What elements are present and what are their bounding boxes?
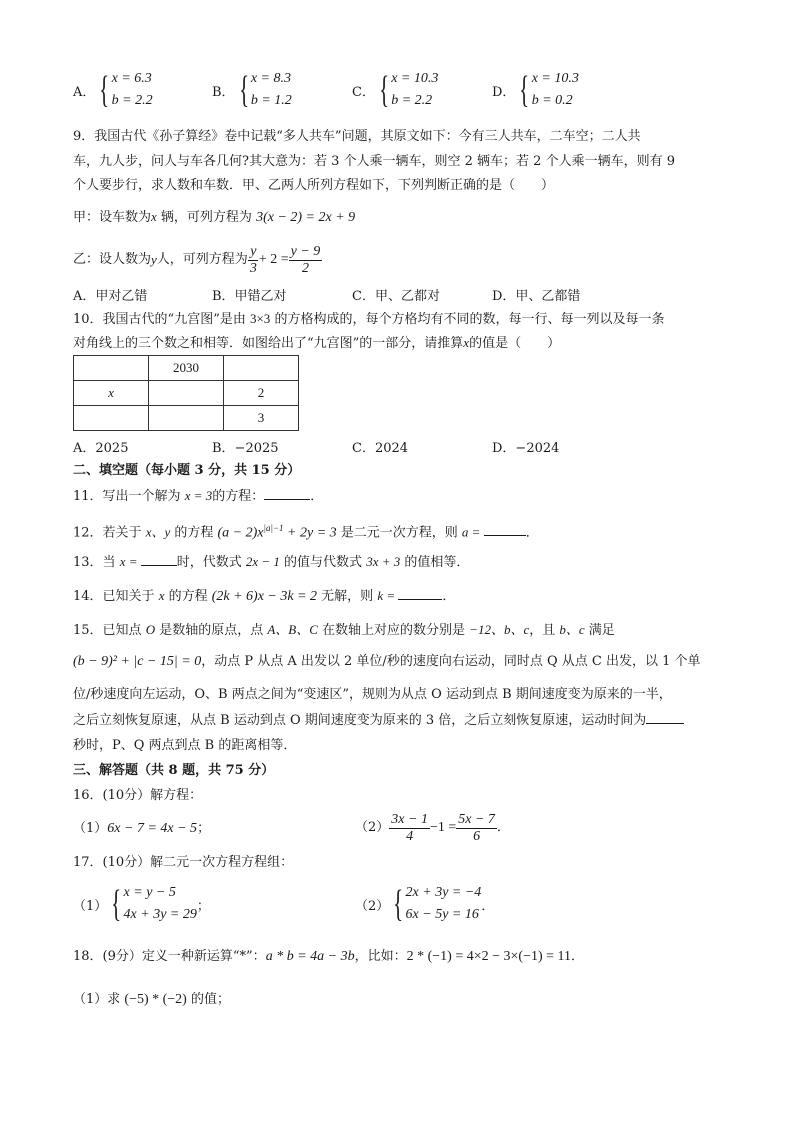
q9-yi-fraction-1 — [248, 244, 259, 277]
q18-example: 2 * (−1) = 4×2 − 3×(−1) = 11 — [406, 949, 572, 964]
grid-cell — [224, 356, 299, 381]
q13-text-a: 13．当 — [73, 555, 120, 570]
fraction-numerator: y − 9 — [290, 243, 321, 259]
q10-line2-b: 的值是（ ） — [469, 336, 561, 351]
q9-option-b: B．甲错乙对 — [212, 289, 287, 304]
q8-option-label: D． — [492, 84, 516, 100]
q15-text-d: ，且 — [529, 623, 560, 638]
q16-part1-equation: 6x − 7 = 4x − 5 — [107, 821, 198, 836]
nine-square-grid — [73, 355, 299, 431]
q12-text-b: 的方程 — [170, 525, 218, 541]
q16-part2 — [355, 808, 510, 848]
q14-answer-blank[interactable] — [398, 599, 442, 600]
q12-text-c: 是二元一次方程，则 — [336, 525, 462, 541]
q9-yi-plus: + 2 = — [258, 252, 289, 267]
q8-option-d: D． { x = 10.3 b = 0.2 — [492, 69, 579, 111]
fraction-denominator: 6 — [473, 828, 481, 844]
q15-line4-text: 之后立刻恢复原速，从点 B 运动到点 O 期间速度变为原来的 3 倍，之后立刻恢复原速，运动时间为 — [73, 713, 647, 728]
q9-jia — [73, 208, 355, 227]
q11-text-b: 的方程： — [212, 489, 265, 504]
q8-option-c: C． { x = 10.3 b = 2.2 — [352, 69, 439, 111]
grid-row — [74, 381, 299, 406]
q13-answer-blank[interactable] — [141, 565, 177, 566]
q14-answer-prefix: k = — [377, 588, 399, 603]
q13-expr-2: 3x + 3 — [366, 554, 401, 569]
q12-answer-blank[interactable] — [484, 535, 526, 536]
q18-definition: a * b = 4a − 3b — [265, 949, 355, 964]
q9-yi-prefix: 乙：设人数为 — [73, 252, 152, 267]
q8-option-a: A． { x = 6.3 b = 2.2 — [73, 69, 153, 111]
q18-part1-label: （1）求 — [73, 992, 125, 1007]
q12-equation-left: (a − 2)x — [217, 525, 264, 541]
q14-text-a: 14．已知关于 — [73, 589, 159, 604]
q16-fraction-1 — [389, 812, 430, 845]
q16-part1 — [73, 820, 210, 838]
q12-text-a: 12．若关于 — [73, 525, 146, 541]
q9-yi — [73, 240, 322, 280]
grid-cell: 2030 — [149, 356, 224, 381]
q17-part1-label: （1） — [73, 898, 108, 914]
q15-line4 — [73, 712, 684, 730]
q11-text-a: 11．写出一个解为 — [73, 489, 185, 504]
q10-option-d: D．−2024 — [492, 441, 560, 456]
q18-part1-expr: (−5) * (−2) — [124, 992, 187, 1007]
q16-part1-label: （1） — [73, 821, 108, 836]
q17-part2-label: （2） — [355, 898, 390, 914]
q10-line1 — [73, 310, 664, 329]
q8-eq-x: x = 10.3 — [391, 71, 439, 86]
q15-text-c: 在数轴上对应的数分别是 — [317, 623, 470, 638]
q15-line1 — [73, 621, 615, 640]
fraction-numerator: y — [250, 243, 257, 259]
q17-title: 17．(10分）解二元一次方程方程组： — [73, 855, 294, 870]
q14-var: x — [158, 588, 165, 603]
q10-option-a: A．2025 — [73, 441, 129, 456]
grid-cell — [74, 406, 149, 431]
q18-text-a: 18．(9分）定义一种新运算“*”： — [73, 949, 266, 964]
q8-eq-x: x = 6.3 — [111, 71, 152, 86]
q17-part1-eq1: x = y − 5 — [123, 885, 176, 900]
q16-part2-label: （2） — [355, 820, 390, 835]
grid-cell: x — [74, 381, 149, 406]
q17-part2-eq1: 2x + 3y = −4 — [405, 885, 482, 900]
q14-end: ． — [442, 589, 456, 604]
q15-text-a: 15．已知点 — [73, 623, 146, 638]
grid-row — [74, 356, 299, 381]
q17-part2-eq2: 6x − 5y = 16 — [405, 907, 479, 922]
q15-values: −12、b、c — [469, 622, 530, 637]
q11-equation: x = 3 — [184, 488, 213, 503]
q9-option-a: A．甲对乙错 — [73, 289, 148, 304]
q10-var: x — [463, 335, 470, 350]
q15-condition: (b − 9)² + |c − 15| = 0 — [73, 654, 202, 669]
q8-eq-x: x = 8.3 — [250, 71, 291, 86]
q16-title: 16．(10分）解方程： — [73, 788, 203, 803]
q16-part2-end: ． — [496, 820, 510, 835]
q13-text-b: 时，代数式 — [176, 555, 246, 570]
fraction-denominator: 2 — [301, 260, 309, 276]
q16-part1-end: ； — [197, 821, 211, 836]
q14-equation: (2k + 6)x − 3k = 2 — [211, 589, 318, 604]
q17-part2: （2） { 2x + 3y = −4 6x − 5y = 16 ． — [355, 883, 495, 925]
q10-line1-a: 10．我国古代的“九宫图”是由 — [73, 312, 250, 327]
q10-line2 — [73, 334, 560, 353]
q13 — [73, 553, 469, 572]
q16-fraction-2 — [456, 812, 497, 845]
q18-part1-end: 的值； — [186, 992, 230, 1007]
q18-part1 — [73, 991, 230, 1009]
q14 — [73, 587, 455, 606]
q15-text-e: 满足 — [584, 623, 615, 638]
fraction-denominator: 4 — [406, 828, 414, 844]
section-fill-in-heading: 二、填空题（每小题 3 分，共 15 分） — [73, 463, 301, 478]
q15-answer-blank[interactable] — [646, 723, 684, 724]
q10-option-c: C．2024 — [352, 441, 409, 456]
q17-part1-end: ； — [196, 898, 210, 914]
q8-eq-b: b = 1.2 — [250, 93, 292, 108]
q13-text-c: 的值与代数式 — [279, 555, 367, 570]
q9-line3: 个人要步行，求人数和车数．甲、乙两人所列方程如下，下列判断正确的是（ ） — [73, 178, 555, 193]
q14-text-c: 无解，则 — [317, 589, 378, 604]
q15-line2 — [73, 653, 700, 671]
fraction-numerator: 5x − 7 — [458, 811, 495, 827]
q17-part2-end: ． — [481, 898, 495, 914]
q8-eq-x: x = 10.3 — [531, 71, 579, 86]
q13-answer-prefix: x = — [119, 554, 141, 569]
q15-vars: b、c — [559, 622, 585, 637]
q8-eq-b: b = 2.2 — [391, 93, 433, 108]
q9-jia-equation: 3(x − 2) = 2x + 9 — [256, 210, 356, 225]
q9-jia-var: x — [151, 209, 157, 224]
q10-grid-size: 3×3 — [249, 311, 271, 326]
q15-line3: 位/秒速度向左运动，O、B 两点之间为“变速区”，规则为从点 O 运动到点 B 期间速度变为原来的一半， — [73, 687, 672, 702]
q9-option-c: C．甲、乙都对 — [352, 289, 440, 304]
q15-line2-text: ，动点 P 从点 A 出发以 2 单位/秒的速度向右运动，同时点 Q 从点 C 出发，以 1 个单 — [201, 654, 701, 669]
q9-line1: 9．我国古代《孙子算经》卷中记载“多人共车”问题，其原文如下：今有三人共车，二车空；二人共 — [73, 129, 641, 144]
fraction-numerator: 3x − 1 — [391, 811, 428, 827]
q14-text-b: 的方程 — [164, 589, 212, 604]
q15-point-o: O — [145, 622, 156, 637]
q9-line2: 车，九人步，问人与车各几何?其大意为：若 3 个人乘一辆车，则空 2 辆车；若 2 个人乘一辆车，则有 9 — [73, 154, 675, 169]
q11 — [73, 487, 323, 506]
grid-row — [74, 406, 299, 431]
q11-end: ． — [310, 489, 324, 504]
q9-yi-var: y — [151, 252, 157, 267]
q12-answer-prefix: a = — [461, 524, 484, 540]
q9-jia-mid: 辆，可列方程为 — [156, 210, 257, 225]
q8-option-label: B． — [212, 84, 235, 100]
q9-yi-mid: 人，可列方程为 — [156, 252, 248, 267]
q8-option-label: C． — [352, 84, 375, 100]
q18-end: ． — [571, 949, 585, 964]
q12-end: ． — [525, 525, 539, 541]
q10-line2-a: 对角线上的三个数之和相等．如图给出了“九宫图”的一部分，请推算 — [73, 336, 464, 351]
q16-part2-mid: −1 = — [429, 820, 457, 835]
q8-option-label: A． — [73, 84, 96, 100]
grid-cell: 3 — [224, 406, 299, 431]
q10-line1-c: 的方格构成的，每个方格均有不同的数，每一行、每一列以及每一条 — [270, 312, 665, 327]
grid-cell — [74, 356, 149, 381]
fraction-denominator: 3 — [249, 260, 257, 276]
q9-jia-prefix: 甲：设车数为 — [73, 210, 152, 225]
q13-text-d: 的值相等． — [400, 555, 470, 570]
grid-cell: 2 — [224, 381, 299, 406]
q10-option-b: B．−2025 — [212, 441, 279, 456]
q17-part1-eq2: 4x + 3y = 29 — [123, 907, 197, 922]
grid-cell — [149, 381, 224, 406]
q12-vars: x、y — [145, 524, 171, 540]
q9-yi-fraction-2 — [289, 244, 323, 277]
q12-equation-right: + 2y = 3 — [283, 525, 337, 541]
q18-text-b: ，比如： — [354, 949, 407, 964]
q12-exponent: |a|−1 — [263, 523, 284, 533]
q8-eq-b: b = 0.2 — [531, 93, 573, 108]
q13-expr-1: 2x − 1 — [245, 554, 280, 569]
q17-part1: （1） { x = y − 5 4x + 3y = 29 ； — [73, 883, 210, 925]
q12 — [73, 519, 539, 542]
grid-cell — [149, 406, 224, 431]
q18-stem — [73, 948, 584, 966]
q9-option-d: D．甲、乙都错 — [492, 289, 581, 304]
q15-text-b: 是数轴的原点，点 — [155, 623, 268, 638]
q11-answer-blank[interactable] — [264, 499, 310, 500]
q8-eq-b: b = 2.2 — [111, 93, 153, 108]
q15-line5: 秒时，P、Q 两点到点 B 的距离相等． — [73, 738, 297, 753]
q8-option-b: B． { x = 8.3 b = 1.2 — [212, 69, 292, 111]
q15-points: A、B、C — [267, 622, 318, 637]
section-solve-heading: 三、解答题（共 8 题，共 75 分） — [73, 763, 275, 778]
